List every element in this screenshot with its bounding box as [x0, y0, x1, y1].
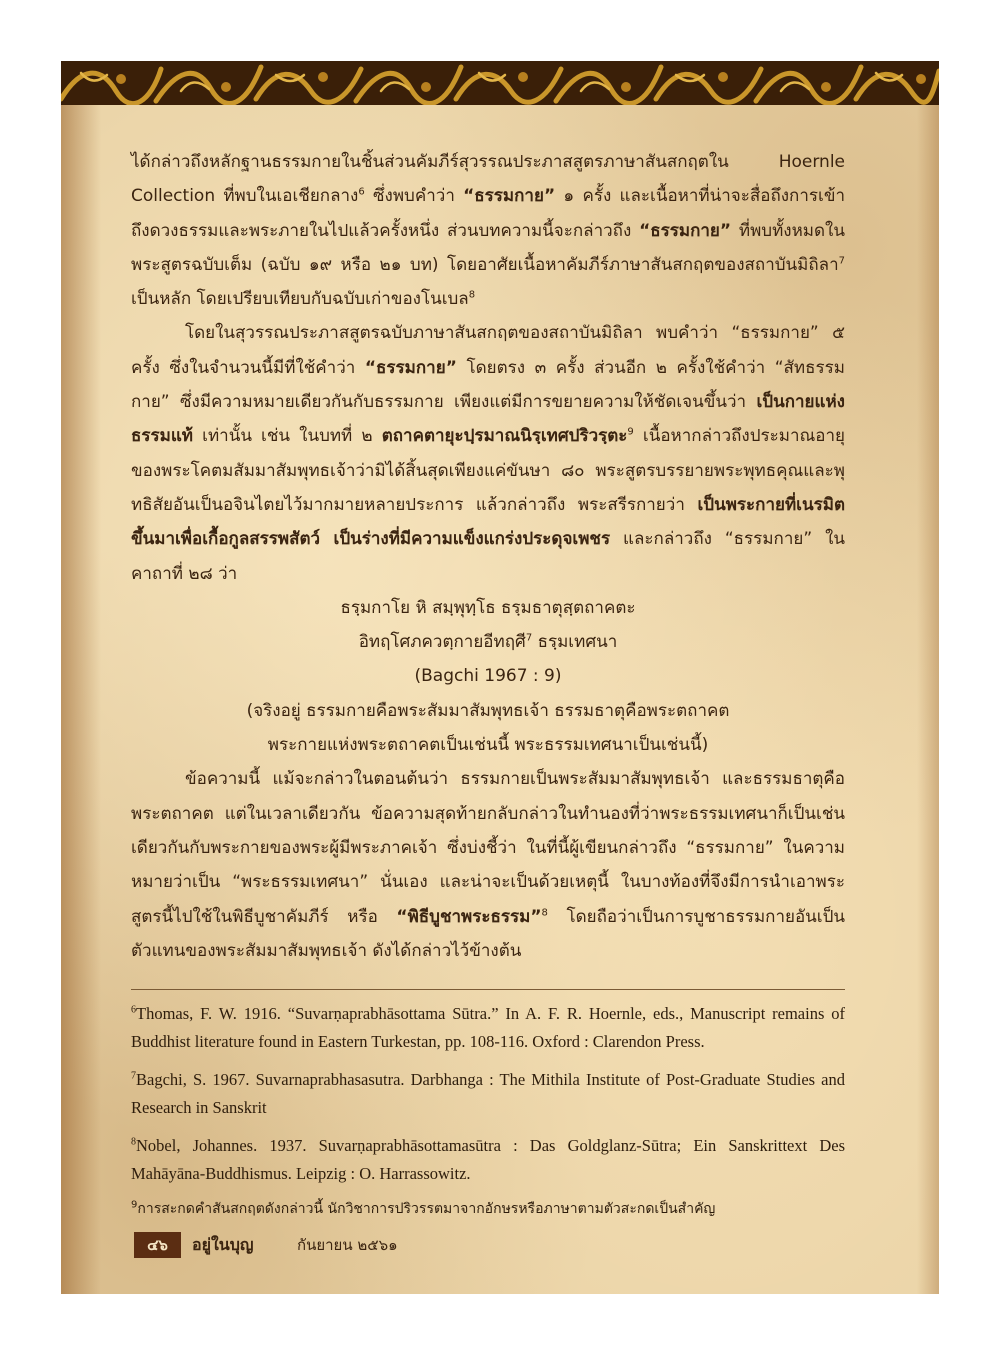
text-run: ซึ่งพบคำว่า	[364, 186, 464, 207]
ornamental-banner-icon	[61, 61, 939, 105]
footnote-number: 7	[131, 1070, 136, 1082]
aged-paper-edge-right	[917, 61, 939, 1294]
footnote-text: Nobel, Johannes. 1937. Suvarṇaprabhāsottamasūtra : Das Goldglanz-Sūtra; Ein Sanskrittext Des Mahāyāna-Buddhismus. Leipzig : O. Harrassowitz.	[131, 1136, 845, 1183]
text-run: เนื้อหากล่าวถึงประมาณอายุของพระโคตมสัมมาสัมพุทธเจ้าว่ามิได้สิ้นสุดเพียงแค่ขันษา ๘๐ พระสูตรบรรยายพระพุทธคุณและพุทธิสัยอันเป็นอจินไตยไว้มากมายหลายประการ แล้วกล่าวถึง พระสรีรกายว่า	[131, 426, 845, 515]
text-run: โดยในสุวรรณประภาสสูตรฉบับภาษาสันสกฤตของสถาบันมิถิลา พบคำว่า “ธรรมกาย” ๕ ครั้ง ซึ่งในจำนวนนี้มีที่ใช้คำว่า	[131, 323, 845, 378]
footnote-number: 9	[131, 1199, 138, 1211]
verse-citation: (Bagchi 1967 : 9)	[414, 666, 562, 687]
text-run: โดยตรง ๓ ครั้ง ส่วนอีก ๒ ครั้งใช้คำว่า “สัทธรรมกาย” ซึ่งมีความหมายเดียวกันกับธรรมกาย เพียงแต่มีการขยายความให้ชัดเจนขึ้นว่า	[131, 357, 845, 413]
aged-paper-edge-left	[61, 61, 101, 1294]
article-body	[131, 145, 845, 968]
bold-term: “พิธีบูชาพระธรรม”	[396, 906, 542, 927]
text-run: ธรฺมเทศนา	[532, 632, 618, 653]
verse-translation-1: (จริงอยู่ ธรรมกายคือพระสัมมาสัมพุทธเจ้า ธรรมธาตุคือพระตถาคต	[246, 700, 730, 721]
text-run: และกล่าวถึง “ธรรมกาย” ในคาถาที่ ๒๘ ว่า	[131, 529, 845, 584]
paragraph-2	[131, 316, 845, 590]
footnote-ref: 7	[525, 632, 533, 644]
bold-term: “ธรรมกาย”	[639, 220, 732, 241]
footnote-text: Bagchi, S. 1967. Suvarnaprabhasasutra. Darbhanga : The Mithila Institute of Post-Graduate Studies and Research in Sanskrit	[131, 1070, 845, 1117]
bold-term: เป็นกายแห่งธรรมแท้	[131, 392, 845, 447]
magazine-page	[61, 61, 939, 1294]
footnote-ref: 9	[627, 426, 634, 438]
verse-translation-2: พระกายแห่งพระตถาคตเป็นเช่นนี้ พระธรรมเทศนาเป็นเช่นนี้)	[267, 735, 709, 756]
text-run: อิทฤโศภควตฺกายอีทฤศี	[358, 632, 526, 653]
text-run: โดยถือว่าเป็นการบูชาธรรมกายอันเป็นตัวแทนของพระสัมมาสัมพุทธเจ้า ดังได้กล่าวไว้ข้างต้น	[131, 906, 845, 961]
footnote-6	[131, 1000, 845, 1056]
bold-term: เป็นพระกายที่เนรมิตขึ้นมาเพื่อเกื้อกูลสรรพสัตว์ เป็นร่างที่มีความแข็งแกร่งประดุจเพชร	[131, 494, 845, 550]
footnote-divider	[131, 989, 845, 990]
footnote-ref: 8	[468, 289, 476, 301]
footnote-ref: 6	[358, 186, 365, 198]
footnote-8	[131, 1132, 845, 1188]
paragraph-3	[131, 762, 845, 968]
text-run: ๑ ครั้ง และเนื้อหาที่น่าจะสื่อถึงการเข้าถึงดวงธรรมและพระภายในไปแล้วครั้งหนึ่ง ส่วนบทความนี้จะกล่าวถึง	[131, 186, 845, 241]
footnote-ref: 7	[838, 255, 845, 267]
magazine-title: อยู่ในบุญ	[192, 1235, 254, 1254]
page-number: ๔๖	[134, 1232, 181, 1258]
footnote-number: 8	[131, 1136, 136, 1148]
footnote-7	[131, 1066, 845, 1122]
paragraph-1	[131, 145, 845, 316]
text-run: ที่พบทั้งหมดในพระสูตรฉบับเต็ม (ฉบับ ๑๙ หรือ ๒๑ บท) โดยอาศัยเนื้อหาคัมภีร์ภาษาสันสกฤตของสถาบันมิถิลา	[131, 220, 845, 275]
verse-line-1: ธรฺมกาโย หิ สมฺพุทฺโธ ธรฺมธาตุสฺตถาคตะ	[340, 597, 636, 618]
footnote-ref: 8	[541, 906, 548, 918]
footnote-9	[131, 1195, 845, 1223]
text-run: เท่านั้น เช่น ในบทที่ ๒	[193, 426, 382, 447]
issue-date: กันยายน ๒๕๖๑	[297, 1236, 398, 1254]
text-run: เป็นหลัก โดยเปรียบเทียบกับฉบับเก่าของโนเบล	[131, 289, 469, 310]
bold-term: “ธรรมกาย”	[364, 357, 457, 378]
text-run: ได้กล่าวถึงหลักฐานธรรมกายในชิ้นส่วนคัมภีร์สุวรรณประภาสสูตรภาษาสันสกฤตใน Hoernle Collection ที่พบในเอเชียกลาง	[131, 152, 845, 207]
bold-term: “ธรรมกาย”	[463, 186, 556, 207]
text-run: ข้อความนี้ แม้จะกล่าวในตอนต้นว่า ธรรมกายเป็นพระสัมมาสัมพุทธเจ้า และธรรมธาตุคือพระตถาคต แต่ในเวลาเดียวกัน ข้อความสุดท้ายกลับกล่าวในทำนองที่ว่าพระธรรมเทศนาก็เป็นเช่นเดียวกันกับพระกายของพระผู้มีพระภาคเจ้า ซึ่งบ่งชี้ว่า ในที่นี้ผู้เขียนกล่าวถึง “ธรรมกาย” ในความหมายว่าเป็น “พระธรรมเทศนา” นั่นเอง และน่าจะเป็นด้วยเหตุนี้ ในบางท้องที่จึงมีการนำเอาพระสูตรนี้ไปใช้ในพิธีบูชาคัมภีร์ หรือ	[131, 769, 845, 927]
verse-line-2	[131, 625, 845, 659]
footnote-number: 6	[131, 1004, 136, 1016]
footnote-text: การสะกดคำสันสกฤตดังกล่าวนี้ นักวิชาการปริวรรตมาจากอักษรหรือภาษาตามตัวสะกดเป็นสำคัญ	[137, 1201, 716, 1217]
footnote-text: Thomas, F. W. 1916. “Suvarṇaprabhāsottama Sūtra.” In A. F. R. Hoernle, eds., Manuscript remains of Buddhist literature found in Eastern Turkestan, pp. 108-116. Oxford : Clarendon Press.	[131, 1004, 845, 1051]
bold-term: ตถาคตายุะปฺรมาณนิรฺเทศปริวรฺตะ	[381, 426, 628, 447]
